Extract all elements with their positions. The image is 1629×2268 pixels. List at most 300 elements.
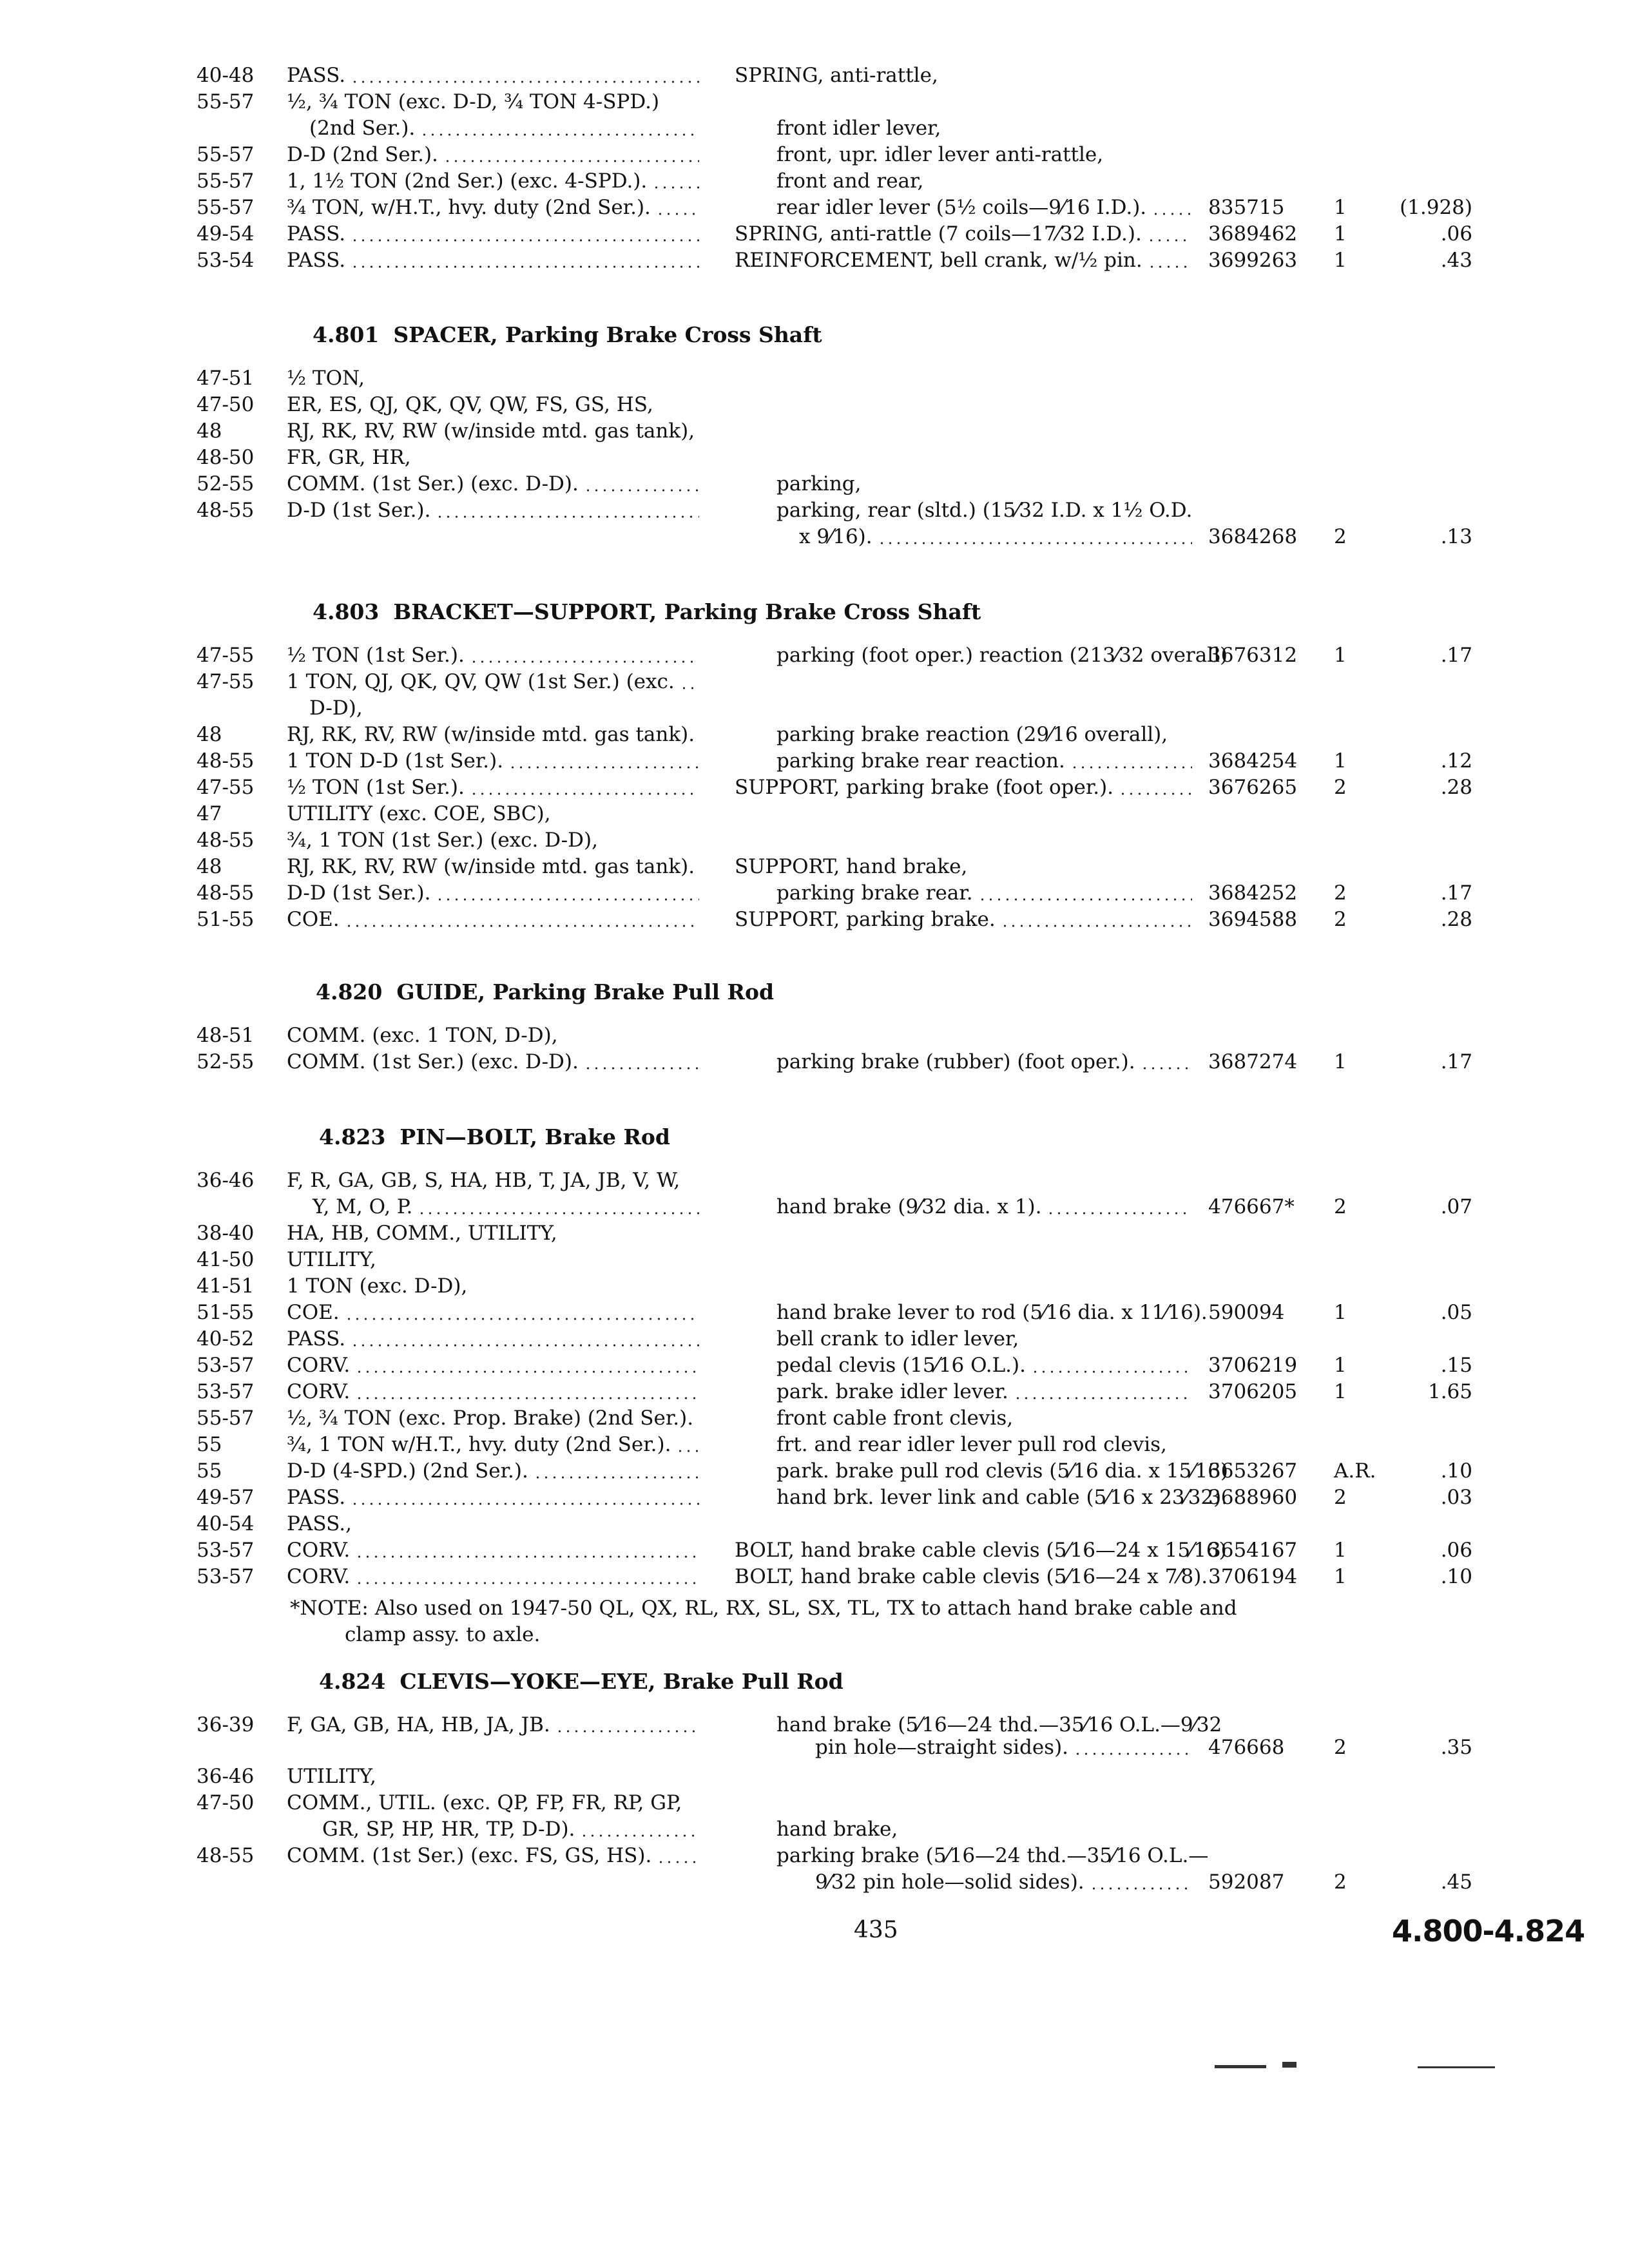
price-cell: .28 [1440, 908, 1472, 931]
application-cell: FR, GR, HR, [287, 446, 411, 469]
part-row [0, 1536, 1629, 1564]
section-heading [316, 979, 774, 1004]
description-cell: SPRING, anti-rattle (7 coils—17⁄32 I.D.). [735, 222, 1142, 245]
years-cell: 53-57 [197, 1380, 255, 1403]
application-cell: COMM. (1st Ser.) (exc. D-D). [287, 1050, 579, 1073]
footnote-continued: clamp assy. to axle. [345, 1623, 541, 1646]
part-number-cell: 3676265 [1208, 776, 1298, 799]
part-number-cell: 3706219 [1208, 1354, 1298, 1377]
description-cell: front cable front clevis, [776, 1407, 1014, 1430]
part-row [0, 246, 1629, 274]
price-cell: .28 [1440, 776, 1472, 799]
dot-leader [420, 133, 699, 136]
years-cell: 55 [197, 1459, 222, 1483]
part-number-cell: 3699263 [1208, 249, 1298, 272]
dot-leader [1046, 1212, 1192, 1215]
part-row [0, 443, 1629, 472]
years-cell: 47-51 [197, 367, 255, 390]
dot-leader [580, 1834, 699, 1837]
application-cell: COMM. (1st Ser.) (exc. D-D). [287, 472, 579, 495]
application-cell: ½, ¾ TON (exc. Prop. Brake) (2nd Ser.). [287, 1407, 694, 1430]
part-number-cell: 592087 [1208, 1870, 1285, 1894]
part-row [0, 852, 1629, 881]
section-title: SPACER, Parking Brake Cross Shaft [393, 322, 822, 347]
years-cell: 55-57 [197, 143, 255, 166]
dot-leader [1119, 793, 1192, 795]
application-cell: PASS. [287, 1327, 346, 1350]
dot-leader [351, 1503, 699, 1505]
application-cell: ½ TON (1st Ser.). [287, 644, 465, 667]
years-cell: 48 [197, 855, 222, 878]
dot-leader [1031, 1370, 1192, 1373]
dot-leader [345, 925, 699, 927]
dot-leader [355, 1370, 699, 1373]
scan-mark [1282, 2062, 1296, 2068]
part-number-cell: 835715 [1208, 196, 1285, 219]
part-number-cell: 3676312 [1208, 644, 1298, 667]
section-title: CLEVIS—YOKE—EYE, Brake Pull Rod [400, 1669, 843, 1694]
footnote: *NOTE: Also used on 1947-50 QL, QX, RL, RX, SL, SX, TL, TX to attach hand brake cable and [290, 1597, 1237, 1620]
part-number-cell: 3688960 [1208, 1486, 1298, 1509]
years-cell: 48-55 [197, 881, 255, 905]
part-number-cell: 3706194 [1208, 1565, 1298, 1588]
price-cell: .10 [1440, 1565, 1472, 1588]
description-cell: pedal clevis (15⁄16 O.L.). [776, 1354, 1026, 1377]
application-cell: D-D (4-SPD.) (2nd Ser.). [287, 1459, 528, 1483]
part-row [0, 167, 1629, 195]
description-cell: hand brk. lever link and cable (5⁄16 x 23⁄32). [776, 1486, 1228, 1509]
application-cell: COE. [287, 908, 340, 931]
description-cell: parking brake (5⁄16—24 thd.—35⁄16 O.L.— [776, 1844, 1209, 1867]
years-cell: 40-52 [197, 1327, 255, 1350]
price-cell: .17 [1440, 644, 1472, 667]
price-cell: .06 [1440, 1539, 1472, 1562]
years-cell: 48 [197, 419, 222, 443]
application-cell: GR, SP, HP, HR, TP, D-D). [322, 1818, 575, 1841]
description-cell: bell crank to idler lever, [776, 1327, 1019, 1350]
years-cell: 47-55 [197, 776, 255, 799]
application-cell: RJ, RK, RV, RW (w/inside mtd. gas tank). [287, 723, 695, 746]
part-row [0, 694, 1629, 722]
application-cell: PASS. [287, 64, 346, 87]
application-cell: F, R, GA, GB, S, HA, HB, T, JA, JB, V, W, [287, 1169, 680, 1192]
years-cell: 55-57 [197, 1407, 255, 1430]
quantity-cell: 1 [1334, 1565, 1347, 1588]
price-cell: .43 [1440, 249, 1472, 272]
scan-mark [1215, 2065, 1266, 2068]
dot-leader [1070, 766, 1192, 769]
price-cell: .07 [1440, 1195, 1472, 1218]
part-number-cell: 3653267 [1208, 1459, 1298, 1483]
dot-leader [355, 1555, 699, 1558]
dot-leader [436, 515, 699, 518]
quantity-cell: 2 [1334, 881, 1347, 905]
part-row [0, 1272, 1629, 1300]
dot-leader [1148, 265, 1192, 268]
part-row [0, 1351, 1629, 1379]
application-cell: 1 TON (exc. D-D), [287, 1274, 468, 1298]
section-number: 4.803 [313, 599, 380, 624]
application-cell: COMM. (exc. 1 TON, D-D), [287, 1024, 558, 1047]
application-cell: PASS. [287, 249, 346, 272]
part-number-cell: 476667* [1208, 1195, 1295, 1218]
part-number-cell: 3694588 [1208, 908, 1298, 931]
dot-leader [1152, 213, 1192, 215]
dot-leader [676, 1450, 699, 1452]
quantity-cell: 1 [1334, 249, 1347, 272]
quantity-cell: 2 [1334, 1195, 1347, 1218]
years-cell: 48-50 [197, 446, 255, 469]
years-cell: 47-50 [197, 1791, 255, 1814]
part-row [0, 1378, 1629, 1406]
years-cell: 40-54 [197, 1512, 255, 1535]
years-cell: 52-55 [197, 472, 255, 495]
years-cell: 48-55 [197, 749, 255, 773]
years-cell: 48-55 [197, 829, 255, 852]
years-cell: 53-57 [197, 1565, 255, 1588]
price-cell: .17 [1440, 881, 1472, 905]
section-heading [319, 1124, 670, 1149]
description-cell: x 9⁄16). [799, 525, 872, 548]
price-cell: .12 [1440, 749, 1472, 773]
part-row [0, 1562, 1629, 1591]
price-cell: .13 [1440, 525, 1472, 548]
application-cell: CORV. [287, 1380, 351, 1403]
part-number-cell: 3684254 [1208, 749, 1298, 773]
dot-leader [555, 1730, 699, 1733]
application-cell: ½, ¾ TON (exc. D-D, ¾ TON 4-SPD.) [287, 90, 660, 113]
quantity-cell: 1 [1334, 1050, 1347, 1073]
part-row [0, 88, 1629, 116]
part-row [0, 747, 1629, 775]
dot-leader [656, 213, 699, 215]
years-cell: 47-55 [197, 670, 255, 693]
application-cell: D-D), [309, 697, 363, 720]
part-row [0, 773, 1629, 802]
description-cell: park. brake pull rod clevis (5⁄16 dia. x 15⁄16) [776, 1459, 1228, 1483]
application-cell: ¾ TON, w/H.T., hvy. duty (2nd Ser.). [287, 196, 651, 219]
part-row [0, 470, 1629, 498]
years-cell: 40-48 [197, 64, 255, 87]
part-row [0, 1245, 1629, 1274]
dot-leader [443, 160, 699, 162]
part-row [0, 193, 1629, 222]
dot-leader [680, 687, 699, 689]
part-number-cell: 3684268 [1208, 525, 1298, 548]
years-cell: 47-55 [197, 644, 255, 667]
scan-mark [1418, 2066, 1495, 2068]
dot-leader [1141, 1067, 1192, 1070]
application-cell: ¾, 1 TON w/H.T., hvy. duty (2nd Ser.). [287, 1433, 671, 1456]
part-row [0, 1789, 1629, 1817]
description-cell: front and rear, [776, 169, 924, 193]
dot-leader [584, 1067, 699, 1070]
part-row [0, 523, 1629, 551]
application-cell: 1 TON, QJ, QK, QV, QW (1st Ser.) (exc. [287, 670, 675, 693]
application-cell: ¾, 1 TON (1st Ser.) (exc. D-D), [287, 829, 598, 852]
application-cell: 1 TON D-D (1st Ser.). [287, 749, 504, 773]
description-cell: SPRING, anti-rattle, [735, 64, 938, 87]
part-row [0, 668, 1629, 696]
application-cell: PASS., [287, 1512, 352, 1535]
description-cell: REINFORCEMENT, bell crank, w/½ pin. [735, 249, 1142, 272]
part-row [0, 1219, 1629, 1247]
price-cell: .10 [1440, 1459, 1472, 1483]
years-cell: 53-57 [197, 1539, 255, 1562]
description-cell: parking brake (rubber) (foot oper.). [776, 1050, 1135, 1073]
part-row [0, 1762, 1629, 1791]
price-cell: .17 [1440, 1050, 1472, 1073]
description-cell: SUPPORT, hand brake, [735, 855, 968, 878]
description-cell: parking, rear (sltd.) (15⁄32 I.D. x 1½ O.D. [776, 499, 1193, 522]
quantity-cell: 1 [1334, 196, 1347, 219]
description-cell: front, upr. idler lever anti-rattle, [776, 143, 1104, 166]
years-cell: 51-55 [197, 1301, 255, 1324]
dot-leader [470, 793, 699, 795]
section-title: PIN—BOLT, Brake Rod [400, 1124, 670, 1149]
years-cell: 49-54 [197, 222, 255, 245]
section-heading [313, 322, 822, 347]
part-row [0, 417, 1629, 445]
description-cell: hand brake, [776, 1818, 898, 1841]
part-number-cell: 3684252 [1208, 881, 1298, 905]
price-cell: .03 [1440, 1486, 1472, 1509]
years-cell: 36-46 [197, 1765, 255, 1788]
part-row [0, 1404, 1629, 1432]
years-cell: 48-55 [197, 1844, 255, 1867]
dot-leader [534, 1476, 699, 1479]
years-cell: 48-51 [197, 1024, 255, 1047]
quantity-cell: 1 [1334, 1301, 1347, 1324]
years-cell: 52-55 [197, 1050, 255, 1073]
dot-leader [436, 898, 699, 901]
part-row [0, 1841, 1629, 1870]
part-row [0, 1510, 1629, 1538]
description-cell: parking brake rear reaction. [776, 749, 1065, 773]
section-number: 4.824 [319, 1669, 386, 1694]
dot-leader [1014, 1397, 1192, 1399]
quantity-cell: 1 [1334, 644, 1347, 667]
application-cell: Y, M, O, P. [313, 1195, 413, 1218]
application-cell: COMM. (1st Ser.) (exc. FS, GS, HS). [287, 1844, 652, 1867]
part-row [0, 905, 1629, 934]
years-cell: 55 [197, 1433, 222, 1456]
quantity-cell: 2 [1334, 908, 1347, 931]
description-cell: park. brake idler lever. [776, 1380, 1008, 1403]
quantity-cell: 2 [1334, 1736, 1347, 1759]
part-row [0, 1021, 1629, 1050]
description-cell: frt. and rear idler lever pull rod clevis, [776, 1433, 1167, 1456]
part-number-cell: 590094 [1208, 1301, 1285, 1324]
dot-leader [345, 1318, 699, 1320]
part-row [0, 641, 1629, 669]
quantity-cell: A.R. [1334, 1459, 1376, 1483]
description-cell: parking, [776, 472, 862, 495]
years-cell: 49-57 [197, 1486, 255, 1509]
description-cell: parking (foot oper.) reaction (213⁄32 overall) [776, 644, 1228, 667]
part-row [0, 800, 1629, 828]
part-row [0, 1733, 1629, 1762]
description-cell: BOLT, hand brake cable clevis (5⁄16—24 x 15⁄16) [735, 1539, 1227, 1562]
price-cell: (1.928) [1400, 196, 1472, 219]
price-cell: .35 [1440, 1736, 1472, 1759]
dot-leader [652, 186, 699, 189]
quantity-cell: 1 [1334, 1539, 1347, 1562]
application-cell: D-D (1st Ser.). [287, 499, 431, 522]
application-cell: COMM., UTIL. (exc. QP, FP, FR, RP, GP, [287, 1791, 682, 1814]
section-number: 4.801 [313, 322, 380, 347]
years-cell: 41-50 [197, 1248, 255, 1271]
application-cell: UTILITY, [287, 1765, 376, 1788]
years-cell: 47-50 [197, 393, 255, 416]
part-row [0, 1815, 1629, 1843]
price-cell: .45 [1440, 1870, 1472, 1894]
part-row [0, 364, 1629, 392]
description-cell: SUPPORT, parking brake (foot oper.). [735, 776, 1114, 799]
description-cell: parking brake reaction (29⁄16 overall), [776, 723, 1168, 746]
application-cell: PASS. [287, 1486, 346, 1509]
dot-leader [351, 239, 699, 242]
application-cell: CORV. [287, 1354, 351, 1377]
years-cell: 47 [197, 802, 222, 825]
dot-leader [355, 1582, 699, 1584]
dot-leader [878, 542, 1192, 544]
quantity-cell: 1 [1334, 1380, 1347, 1403]
part-row [0, 1483, 1629, 1512]
years-cell: 53-54 [197, 249, 255, 272]
years-cell: 38-40 [197, 1222, 255, 1245]
application-cell: UTILITY, [287, 1248, 376, 1271]
part-number-cell: 3687274 [1208, 1050, 1298, 1073]
price-cell: 1.65 [1427, 1380, 1472, 1403]
quantity-cell: 2 [1334, 776, 1347, 799]
part-row [0, 1166, 1629, 1195]
dot-leader [418, 1212, 699, 1215]
section-range: 4.800-4.824 [1392, 1914, 1585, 1948]
application-cell: RJ, RK, RV, RW (w/inside mtd. gas tank), [287, 419, 695, 443]
years-cell: 53-57 [197, 1354, 255, 1377]
years-cell: 48 [197, 723, 222, 746]
section-heading [319, 1669, 843, 1694]
section-number: 4.820 [316, 979, 383, 1004]
part-number-cell: 476668 [1208, 1736, 1285, 1759]
quantity-cell: 2 [1334, 525, 1347, 548]
years-cell: 55-57 [197, 90, 255, 113]
application-cell: (2nd Ser.). [309, 117, 416, 140]
dot-leader [351, 265, 699, 268]
dot-leader [351, 1344, 699, 1347]
part-row [0, 61, 1629, 90]
part-row [0, 220, 1629, 248]
application-cell: CORV. [287, 1539, 351, 1562]
application-cell: ½ TON (1st Ser.). [287, 776, 465, 799]
description-cell: hand brake lever to rod (5⁄16 dia. x 11⁄16). [776, 1301, 1208, 1324]
description-cell: pin hole—straight sides). [815, 1736, 1069, 1759]
years-cell: 55-57 [197, 169, 255, 193]
application-cell: CORV. [287, 1565, 351, 1588]
part-number-cell: 3706205 [1208, 1380, 1298, 1403]
description-cell: rear idler lever (5½ coils—9⁄16 I.D.). [776, 196, 1147, 219]
dot-leader [470, 660, 699, 663]
dot-leader [1147, 239, 1192, 242]
part-row [0, 390, 1629, 419]
part-row [0, 879, 1629, 907]
dot-leader [351, 81, 699, 83]
quantity-cell: 1 [1334, 1354, 1347, 1377]
part-row [0, 720, 1629, 749]
quantity-cell: 1 [1334, 749, 1347, 773]
description-cell: hand brake (9⁄32 dia. x 1). [776, 1195, 1042, 1218]
part-row [0, 1430, 1629, 1459]
dot-leader [584, 489, 699, 492]
section-heading [313, 599, 981, 624]
application-cell: UTILITY (exc. COE, SBC), [287, 802, 551, 825]
price-cell: .05 [1440, 1301, 1472, 1324]
dot-leader [978, 898, 1192, 901]
part-row [0, 114, 1629, 142]
part-row [0, 1298, 1629, 1327]
application-cell: D-D (1st Ser.). [287, 881, 431, 905]
part-row [0, 140, 1629, 169]
page-number: 435 [854, 1917, 898, 1943]
years-cell: 48-55 [197, 499, 255, 522]
section-title: BRACKET—SUPPORT, Parking Brake Cross Shaft [393, 599, 981, 624]
application-cell: RJ, RK, RV, RW (w/inside mtd. gas tank). [287, 855, 695, 878]
application-cell: ER, ES, QJ, QK, QV, QW, FS, GS, HS, [287, 393, 653, 416]
application-cell: HA, HB, COMM., UTILITY, [287, 1222, 557, 1245]
years-cell: 36-39 [197, 1713, 255, 1736]
description-cell: front idler lever, [776, 117, 941, 140]
section-title: GUIDE, Parking Brake Pull Rod [396, 979, 775, 1004]
application-cell: PASS. [287, 222, 346, 245]
quantity-cell: 2 [1334, 1486, 1347, 1509]
application-cell: ½ TON, [287, 367, 365, 390]
section-number: 4.823 [319, 1124, 386, 1149]
dot-leader [1001, 925, 1192, 927]
part-row [0, 1868, 1629, 1896]
price-cell: .15 [1440, 1354, 1472, 1377]
application-cell: COE. [287, 1301, 340, 1324]
description-cell: hand brake (5⁄16—24 thd.—35⁄16 O.L.—9⁄32 [776, 1713, 1222, 1736]
part-row [0, 826, 1629, 854]
application-cell: 1, 1½ TON (2nd Ser.) (exc. 4-SPD.). [287, 169, 648, 193]
dot-leader [657, 1861, 699, 1863]
description-cell: 9⁄32 pin hole—solid sides). [815, 1870, 1084, 1894]
description-cell: BOLT, hand brake cable clevis (5⁄16—24 x 7⁄8). [735, 1565, 1208, 1588]
quantity-cell: 1 [1334, 222, 1347, 245]
part-number-cell: 3689462 [1208, 222, 1298, 245]
years-cell: 36-46 [197, 1169, 255, 1192]
part-row [0, 496, 1629, 524]
quantity-cell: 2 [1334, 1870, 1347, 1894]
application-cell: F, GA, GB, HA, HB, JA, JB. [287, 1713, 550, 1736]
years-cell: 41-51 [197, 1274, 255, 1298]
part-row [0, 1457, 1629, 1485]
application-cell: D-D (2nd Ser.). [287, 143, 438, 166]
years-cell: 51-55 [197, 908, 255, 931]
dot-leader [355, 1397, 699, 1399]
part-number-cell: 3654167 [1208, 1539, 1298, 1562]
price-cell: .06 [1440, 222, 1472, 245]
part-row [0, 1325, 1629, 1353]
part-row [0, 1193, 1629, 1221]
part-row [0, 1048, 1629, 1076]
dot-leader [1074, 1753, 1192, 1755]
dot-leader [1090, 1887, 1192, 1890]
dot-leader [508, 766, 699, 769]
description-cell: parking brake rear. [776, 881, 973, 905]
years-cell: 55-57 [197, 196, 255, 219]
